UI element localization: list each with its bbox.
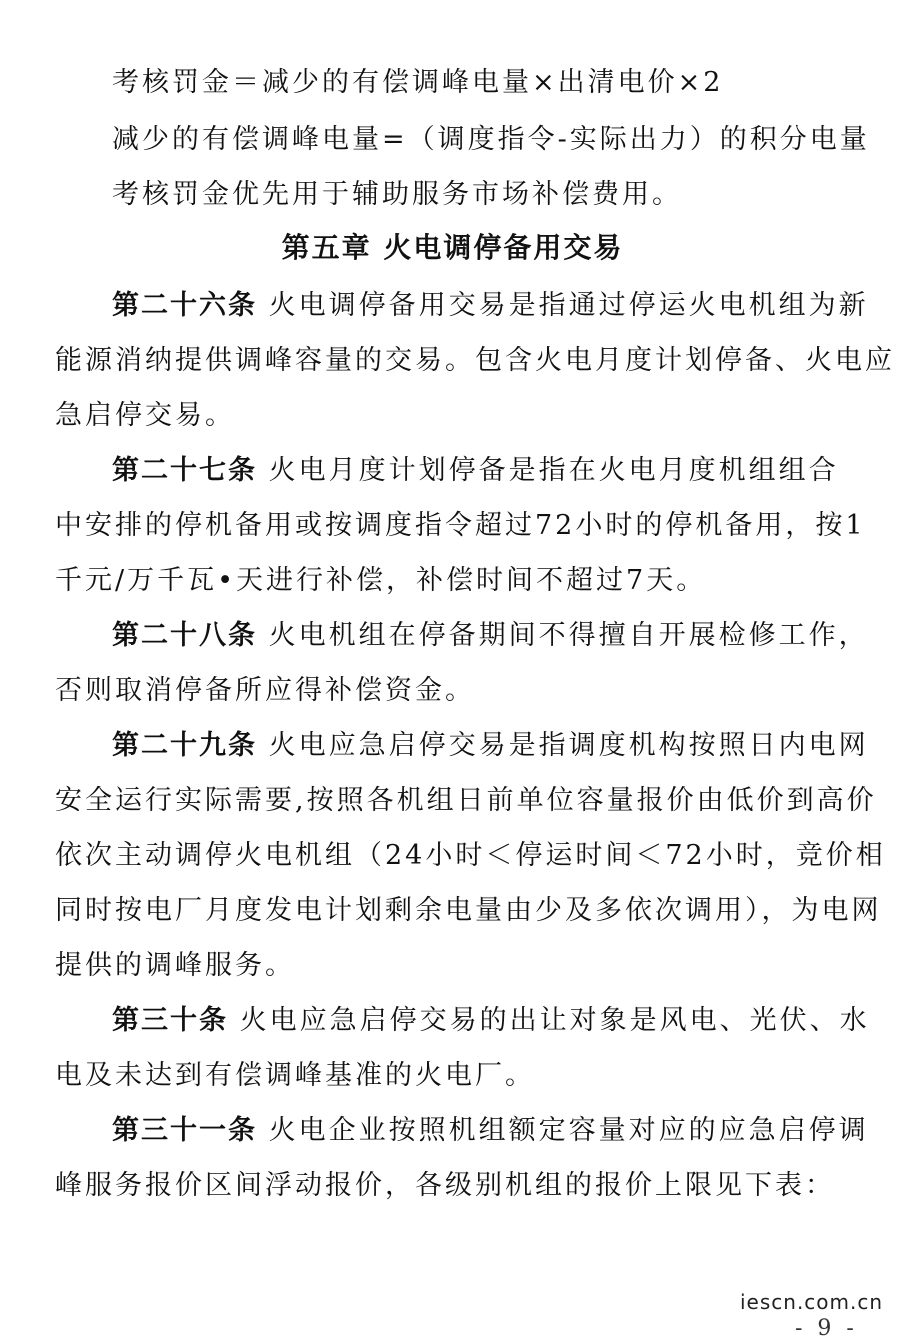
page-number: - 9 - bbox=[795, 1316, 858, 1341]
chapter-heading: 第五章 火电调停备用交易 bbox=[281, 231, 624, 264]
penalty-usage-line: 考核罚金优先用于辅助服务市场补偿费用。 bbox=[112, 179, 682, 210]
article-28-label: 第二十八条 bbox=[112, 620, 257, 651]
article-26-line-3: 急启停交易。 bbox=[55, 400, 235, 431]
site-watermark: iescn.com.cn bbox=[740, 1290, 884, 1314]
article-31-line-2: 峰服务报价区间浮动报价，各级别机组的报价上限见下表： bbox=[55, 1170, 835, 1201]
article-30-line-2: 电及未达到有偿调峰基准的火电厂。 bbox=[55, 1060, 535, 1091]
formula-line-reduced-energy: 减少的有偿调峰电量=（调度指令-实际出力）的积分电量 bbox=[112, 124, 870, 155]
article-26-line-2: 能源消纳提供调峰容量的交易。包含火电月度计划停备、火电应 bbox=[55, 345, 895, 376]
article-29-line-1 bbox=[112, 728, 869, 764]
article-29-label: 第二十九条 bbox=[112, 730, 257, 761]
article-31-label: 第三十一条 bbox=[112, 1115, 257, 1146]
article-27-text: 火电月度计划停备是指在火电月度机组组合 bbox=[257, 455, 839, 486]
article-27-line-2: 中安排的停机备用或按调度指令超过72小时的停机备用，按1 bbox=[55, 510, 866, 541]
article-29-line-2: 安全运行实际需要,按照各机组日前单位容量报价由低价到高价 bbox=[55, 785, 877, 816]
article-29-line-3: 依次主动调停火电机组（24小时＜停运时间＜72小时，竞价相 bbox=[55, 840, 886, 871]
article-29-text: 火电应急启停交易是指调度机构按照日内电网 bbox=[257, 730, 869, 761]
article-30-line-1 bbox=[112, 1003, 870, 1039]
article-27-line-3: 千元/万千瓦•天进行补偿，补偿时间不超过7天。 bbox=[55, 565, 707, 596]
article-31-line-1 bbox=[112, 1113, 869, 1149]
article-29-line-5: 提供的调峰服务。 bbox=[55, 950, 295, 981]
article-28-text: 火电机组在停备期间不得擅自开展检修工作， bbox=[257, 620, 869, 651]
formula-line-penalty: 考核罚金＝减少的有偿调峰电量×出清电价×2 bbox=[112, 67, 724, 98]
article-26-label: 第二十六条 bbox=[112, 290, 257, 321]
article-28-line-2: 否则取消停备所应得补偿资金。 bbox=[55, 675, 475, 706]
article-30-label: 第三十条 bbox=[112, 1005, 228, 1036]
article-27-line-1 bbox=[112, 453, 839, 489]
article-26-text: 火电调停备用交易是指通过停运火电机组为新 bbox=[257, 290, 869, 321]
article-30-text: 火电应急启停交易的出让对象是风电、光伏、水 bbox=[228, 1005, 870, 1036]
article-31-text: 火电企业按照机组额定容量对应的应急启停调 bbox=[257, 1115, 869, 1146]
article-27-label: 第二十七条 bbox=[112, 455, 257, 486]
article-29-line-4: 同时按电厂月度发电计划剩余电量由少及多依次调用），为电网 bbox=[55, 895, 882, 926]
article-28-line-1 bbox=[112, 618, 869, 654]
article-26-line-1 bbox=[112, 288, 869, 324]
